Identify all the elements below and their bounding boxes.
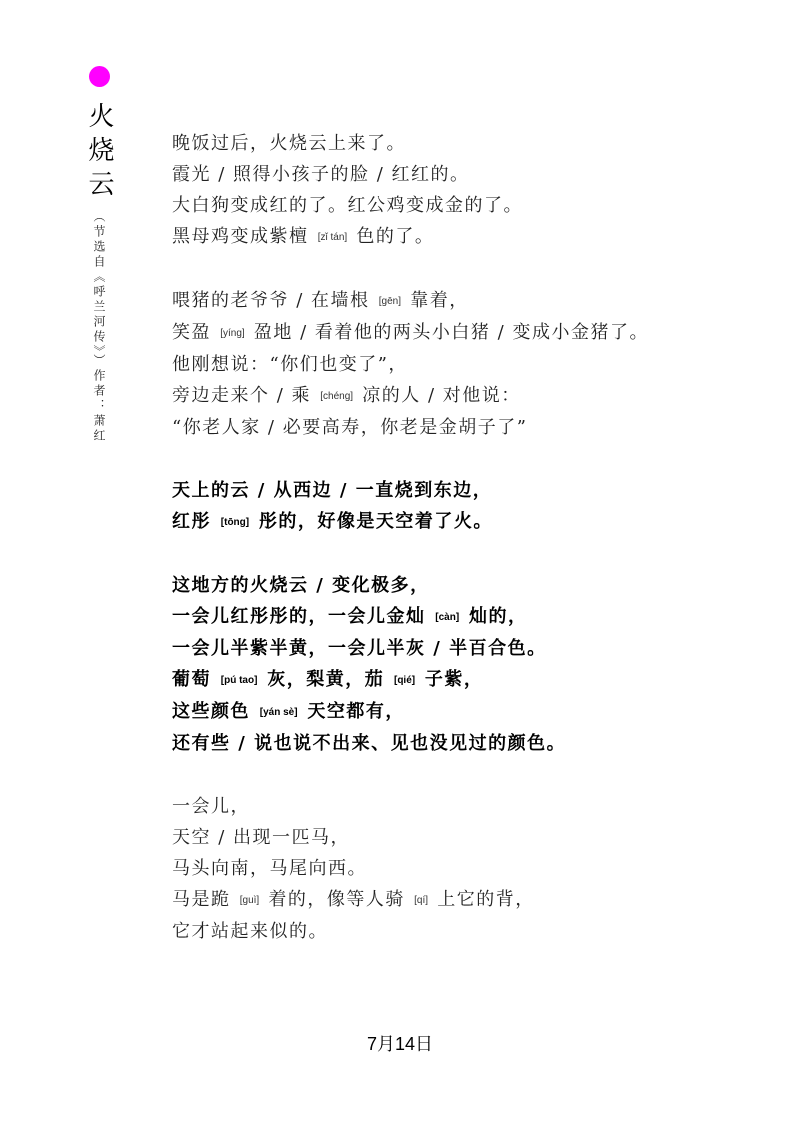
pinyin-annotation: [guì] (239, 895, 260, 906)
poem-line: 马头向南，马尾向西。 (172, 858, 367, 879)
poem-line: 它才站起来似的。 (172, 921, 328, 942)
poem-line: “你老人家 / 必要高寿，你老是金胡子了” (172, 417, 528, 438)
pinyin-annotation: [gēn] (378, 296, 401, 307)
poem-line: 红彤 [tōng] 彤的，好像是天空着了火。 (172, 511, 493, 532)
pinyin-annotation: [chéng] (320, 391, 354, 402)
pinyin-annotation: [zǐ tán] (317, 232, 348, 243)
poem-line: 霞光 / 照得小孩子的脸 / 红红的。 (172, 164, 470, 185)
pink-dot-icon (89, 66, 110, 87)
poem-line: 天上的云 / 从西边 / 一直烧到东边， (172, 480, 493, 501)
pinyin-annotation: [yíng] (220, 328, 245, 339)
poem-line: 大白狗变成红的了。红公鸡变成金的了。 (172, 195, 523, 216)
poem-line: 这些颜色 [yán sè] 天空都有， (172, 701, 405, 722)
poem-line: 笑盈 [yíng] 盈地 / 看着他的两头小白猪 / 变成小金猪了。 (172, 322, 649, 343)
poem-line: 旁边走来个 / 乘 [chéng] 凉的人 / 对他说： (172, 385, 521, 406)
poem-line: 葡萄 [pú tao] 灰，梨黄，茄 [qié] 子紫， (172, 669, 484, 690)
stanza (172, 475, 772, 538)
stanza (172, 791, 772, 947)
poem-line: 晚饭过后，火烧云上来了。 (172, 133, 406, 154)
poem-line: 一会儿红彤彤的，一会儿金灿 [càn] 灿的， (172, 606, 528, 627)
poem-title: 火烧云 (84, 102, 114, 204)
pinyin-annotation: [pú tao] (220, 675, 258, 686)
poem-line: 一会儿， (172, 796, 250, 817)
poem-line: 还有些 / 说也说不出来、见也没见过的颜色。 (172, 733, 567, 754)
stanza (172, 128, 772, 253)
pinyin-annotation: [càn] (435, 612, 460, 623)
poem-line: 喂猪的老爷爷 / 在墙根 [gēn] 靠着， (172, 290, 469, 311)
poem-line: 黑母鸡变成紫檀 [zǐ tán] 色的了。 (172, 226, 435, 247)
poem-line: 天空 / 出现一匹马， (172, 827, 351, 848)
stanza (172, 570, 772, 759)
pinyin-annotation: [yán sè] (259, 707, 298, 718)
pinyin-annotation: [qí] (414, 895, 429, 906)
stanza (172, 285, 772, 443)
pinyin-annotation: [tōng] (220, 517, 250, 528)
poem-line: 这地方的火烧云 / 变化极多， (172, 575, 430, 596)
poem-body (172, 128, 772, 979)
date-label: 7月14日 (366, 1034, 434, 1054)
poem-line: 马是跪 [guì] 着的，像等人骑 [qí] 上它的背， (172, 889, 535, 910)
poem-line: 他刚想说：“你们也变了”， (172, 354, 408, 375)
pinyin-annotation: [qié] (393, 675, 416, 686)
source-and-author: （节选自《呼兰河传》）作者：萧红 (92, 210, 106, 444)
vertical-title (84, 102, 114, 444)
poem-line: 一会儿半紫半黄，一会儿半灰 / 半百合色。 (172, 638, 547, 659)
